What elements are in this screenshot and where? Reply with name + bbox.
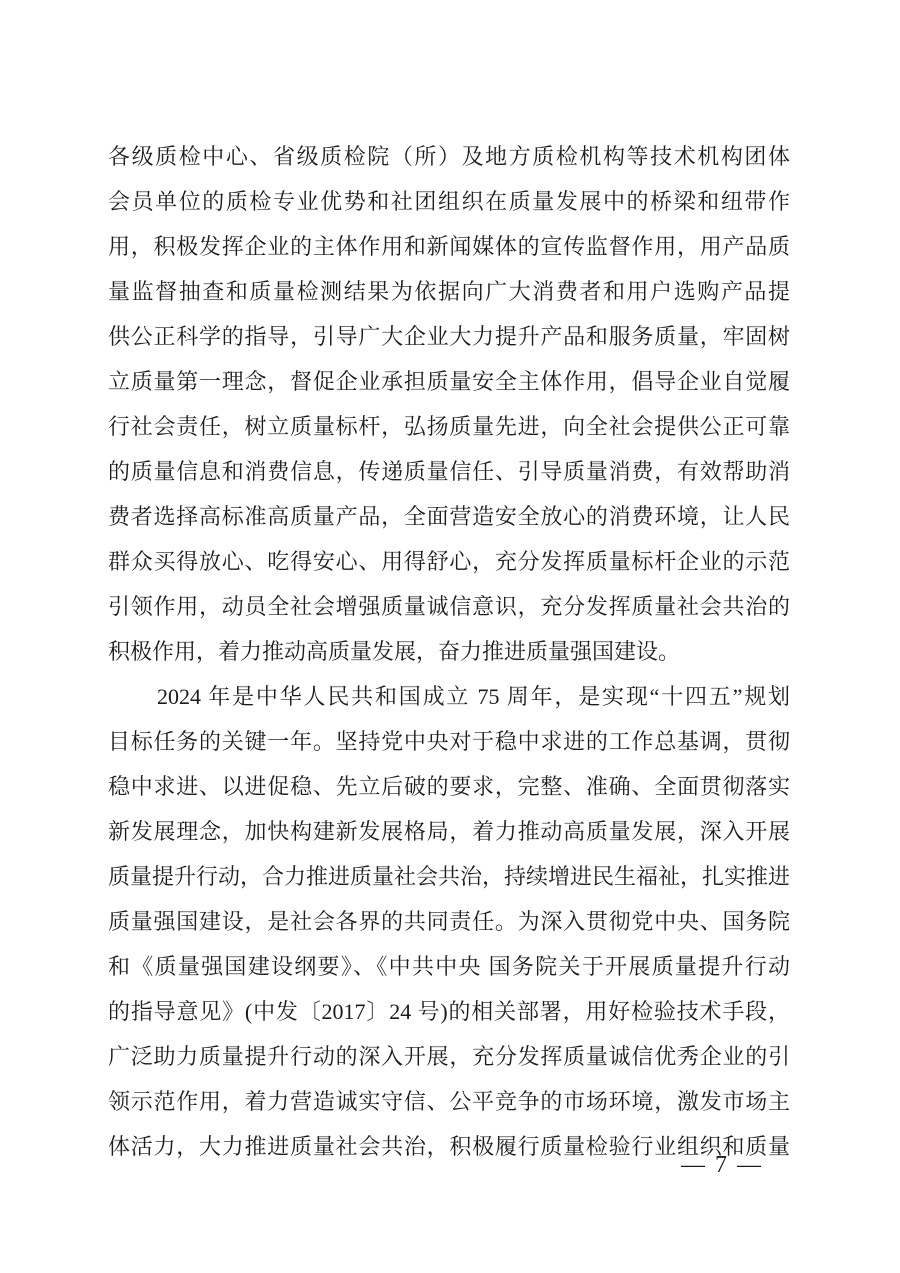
text-line: 立质量第一理念，督促企业承担质量安全主体作用，倡导企业自觉履 — [108, 369, 790, 394]
text-line: 会员单位的质检专业优势和社团组织在质量发展中的桥梁和纽带作 — [108, 189, 790, 214]
document-body-text — [108, 134, 790, 1169]
text-line: 行社会责任，树立质量标杆，弘扬质量先进，向全社会提供公正可靠 — [108, 414, 790, 439]
text-line: 领示范作用，着力营造诚实守信、公平竞争的市场环境，激发市场主 — [108, 1089, 790, 1114]
text-line: 的质量信息和消费信息，传递质量信任、引导质量消费，有效帮助消 — [108, 459, 790, 484]
text-line: 费者选择高标准高质量产品，全面营造安全放心的消费环境，让人民 — [108, 504, 790, 529]
text-line: 体活力，大力推进质量社会共治，积极履行质量检验行业组织和质量 — [108, 1134, 790, 1159]
text-line: 量监督抽查和质量检测结果为依据向广大消费者和用户选购产品提 — [108, 279, 790, 304]
text-line: 的指导意见》(中发〔2017〕24 号)的相关部署，用好检验技术手段， — [108, 999, 790, 1024]
text-line: 广泛助力质量提升行动的深入开展，充分发挥质量诚信优秀企业的引 — [108, 1044, 790, 1069]
text-line: 引领作用，动员全社会增强质量诚信意识，充分发挥质量社会共治的 — [108, 594, 790, 619]
text-line: 目标任务的关键一年。坚持党中央对于稳中求进的工作总基调，贯彻 — [108, 729, 790, 754]
text-line: 质量提升行动，合力推进质量社会共治，持续增进民生福祉，扎实推进 — [108, 864, 790, 889]
page-number: — 7 — — [681, 1152, 763, 1178]
text-line: 群众买得放心、吃得安心、用得舒心，充分发挥质量标杆企业的示范 — [108, 549, 790, 574]
text-line: 积极作用，着力推动高质量发展，奋力推进质量强国建设。 — [108, 639, 681, 664]
text-line: 和《质量强国建设纲要》、《中共中央 国务院关于开展质量提升行动 — [108, 954, 790, 979]
text-line: 各级质检中心、省级质检院（所）及地方质检机构等技术机构团体 — [108, 144, 790, 169]
text-line: 质量强国建设，是社会各界的共同责任。为深入贯彻党中央、国务院 — [108, 909, 790, 934]
text-line: 2024 年是中华人民共和国成立 75 周年，是实现“十四五”规划 — [157, 684, 790, 709]
text-line: 用，积极发挥企业的主体作用和新闻媒体的宣传监督作用，用产品质 — [108, 234, 790, 259]
text-line: 新发展理念，加快构建新发展格局，着力推动高质量发展，深入开展 — [108, 819, 790, 844]
text-line: 供公正科学的指导，引导广大企业大力提升产品和服务质量，牢固树 — [108, 324, 790, 349]
text-line: 稳中求进、以进促稳、先立后破的要求，完整、准确、全面贯彻落实 — [108, 774, 790, 799]
